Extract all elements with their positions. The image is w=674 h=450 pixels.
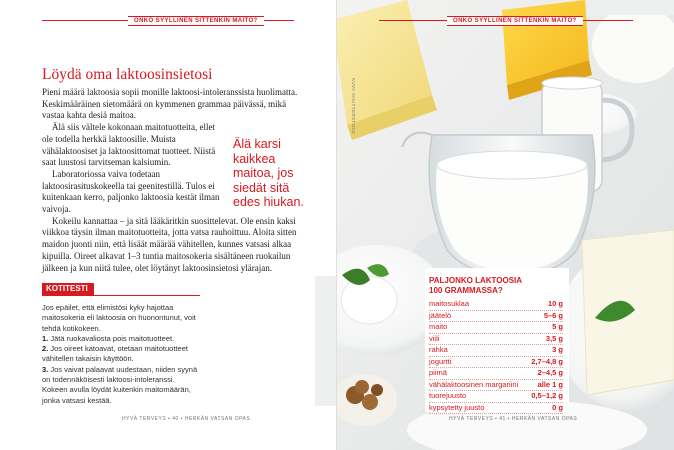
table-row: rahka 3 g (429, 345, 563, 357)
home-test-title: KOTITESTI (42, 283, 94, 295)
lactose-table-title: PALJONKO LAKTOOSIA 100 GRAMMASSA? (429, 276, 523, 295)
home-test-step: 1. Jätä ruokavaliosta pois maitotuotteet. (42, 333, 175, 343)
table-row: jogurtti 2,7–4,8 g (429, 357, 563, 369)
right-page (337, 0, 674, 450)
table-row: maitosuklaa 10 g (429, 299, 563, 311)
home-test-box (42, 303, 202, 406)
lactose-table-rows (429, 299, 563, 414)
photo-credit: KUVA SHUTTERSTOCK (351, 78, 356, 135)
table-row: maito 5 g (429, 322, 563, 334)
page-footer: HYVÄ TERVEYS ▪ 40 ▪ HERKÄN VATSAN OPAS (122, 416, 251, 422)
table-row: kypsytetty juusto 0 g (429, 403, 563, 415)
home-test-step: 2. Jos oireet katoavat, otetaan maitotuotteet vähitellen takaisin käyttöön. (42, 344, 188, 364)
home-test-intro: Jos epäilet, että elimistösi kyky hajottaa maitosokeria eli laktoosia on huonontunut, voit tehdä kotikokeen. (42, 303, 196, 333)
home-test-step: 3. Jos vaivat palaavat uudestaan, niiden syynä on todennäköisesti laktoosi-intoleranssi. Kokeen avulla löydät kuitenkin maitomäärän, jonka vatsasi kestää. (42, 364, 198, 405)
section-header-tag: ONKO SYYLLINEN SITTENKIN MAITO? (128, 16, 264, 26)
body-paragraph: Laboratoriossa vaiva todetaan laktoosirasituskokeella tai geenitestillä. Tulos ei kuitenkaan kerro, paljonko laktoosia kestät ilman vaivoja. (42, 168, 220, 215)
table-row: piimä 2–4,5 g (429, 368, 563, 380)
body-paragraph: Älä siis vältele kokonaan maitotuotteita, ellet ole todella herkkä laktoosille. Muista vähälaktoosiset ja laktoosittomat tuotteet. Niistä saat luustosi tarvitseman kalsiumin. (42, 122, 216, 168)
body-paragraph: Pieni määrä laktoosia sopii monille laktoosi-intoleranssista huolimatta. Keskimääräinen sietomäärä on kymmenen grammaa päivässä, mikä vastaa kahta desiä maitoa. (42, 87, 298, 121)
dairy-photo-left-bleed (200, 276, 337, 406)
section-header-tag: ONKO SYYLLINEN SITTENKIN MAITO? (447, 16, 583, 26)
table-row: viili 3,5 g (429, 334, 563, 346)
lactose-table (425, 268, 569, 412)
article-title: Löydä oma laktoosinsietosi (42, 66, 213, 83)
table-row: vähälaktoosinen margariini alle 1 g (429, 380, 563, 392)
pull-quote: Älä karsi kaikkea maitoa, jos siedät sitä edes hiukan. (233, 137, 304, 209)
table-row: tuorejuusto 0,5–1,2 g (429, 391, 563, 403)
page-footer: HYVÄ TERVEYS ▪ 41 ▪ HERKÄN VATSAN OPAS (449, 416, 578, 422)
header-rule-left (379, 20, 447, 21)
table-row: jäätelö 5–6 g (429, 311, 563, 323)
header-rule-left (42, 20, 128, 21)
body-paragraph: Kokeilu kannattaa – ja sitä lääkäritkin suosittelevat. Ole ensin kaksi viikkoa täysin ilman maitotuotteita, jotta vatsa rauhoittuu. Aloita sitten maidon juonti niin, että lisäät määrää vähitellen, kunnes vatsasi alkaa kipuilla. Oireet alkavat 1–3 tuntia maitosokeria sisältäneen ruokailun jälkeen ja kun niitä tulee, olet löytänyt laktoosinsietosi ylärajan. (42, 215, 297, 273)
